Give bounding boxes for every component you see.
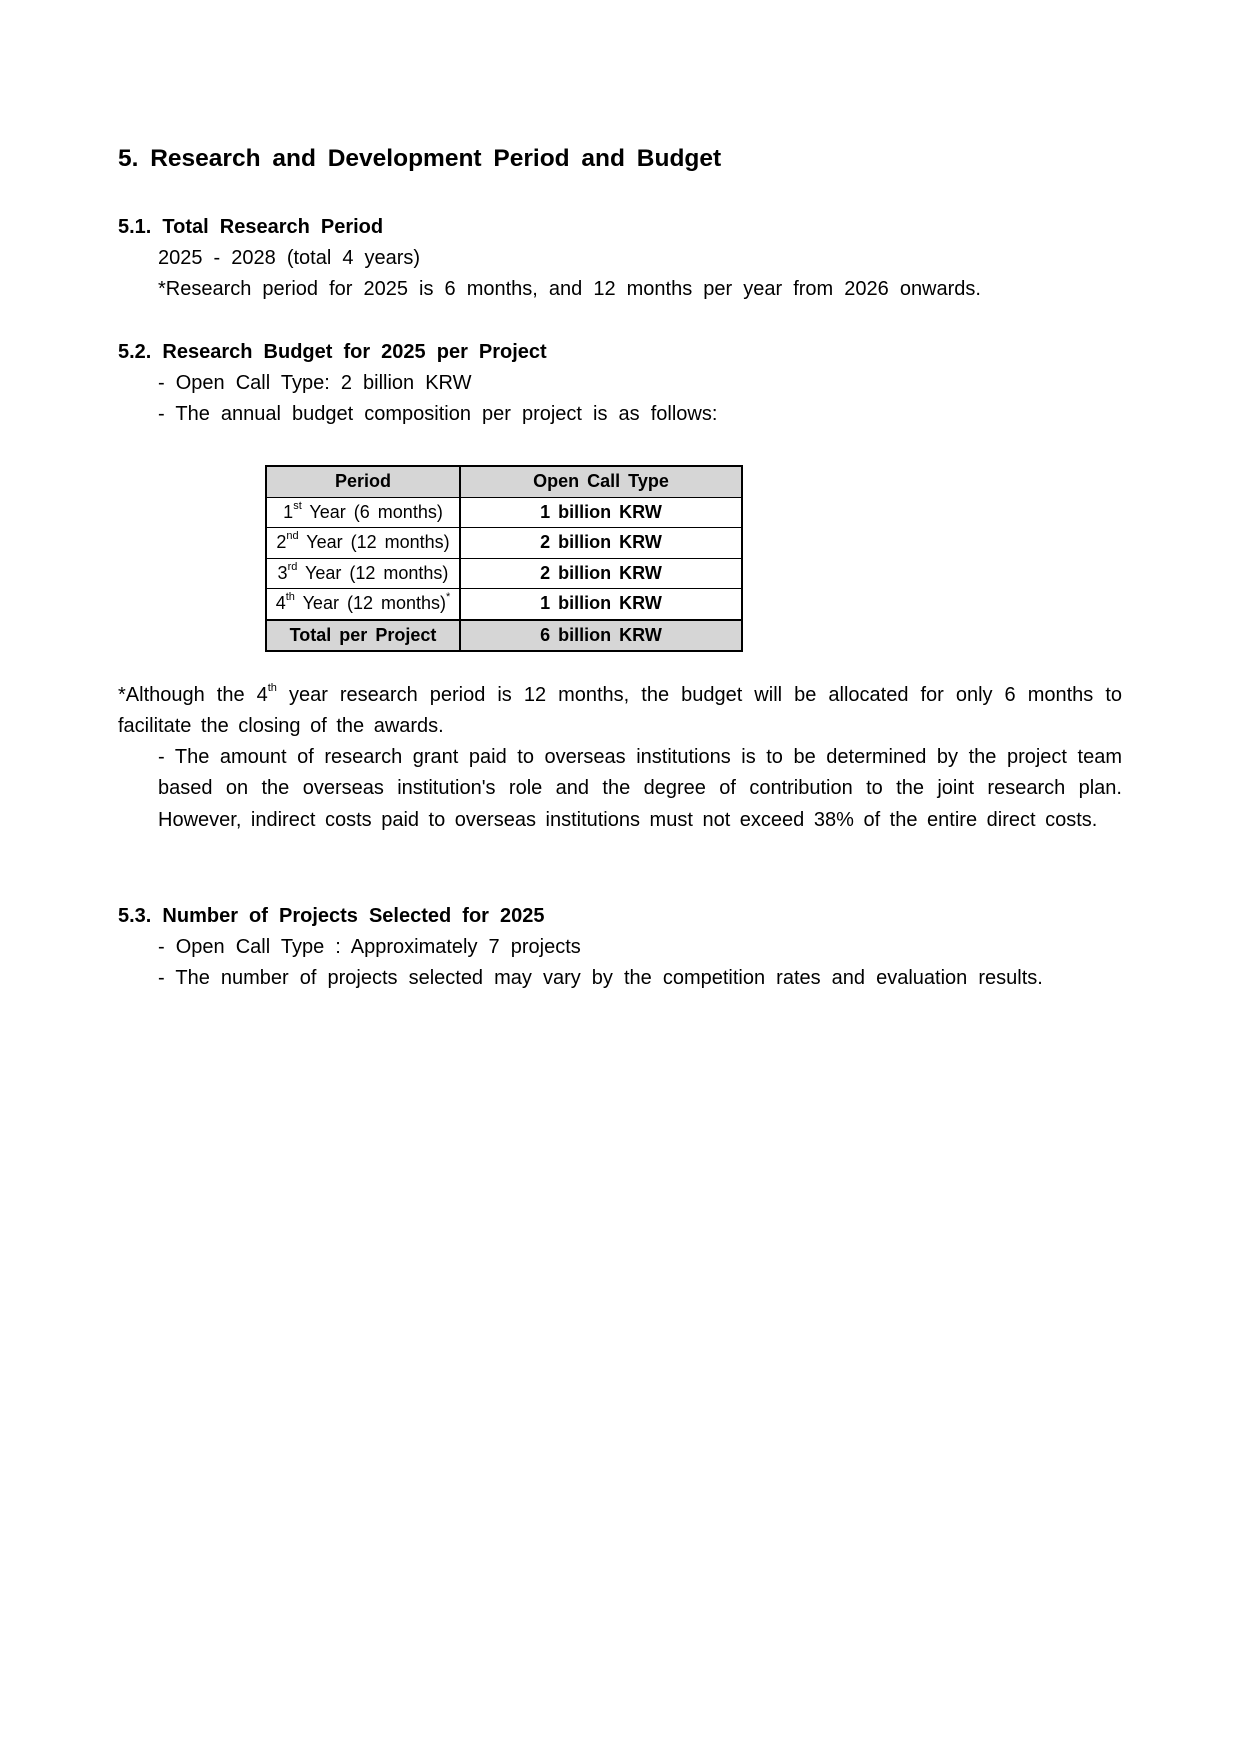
total-label-cell: Total per Project xyxy=(266,620,460,652)
projects-bullet-vary: - The number of projects selected may vary by the competition rates and evaluation results. xyxy=(158,967,1043,989)
budget-value-cell: 1 billion KRW xyxy=(460,497,742,528)
period-cell: 2nd Year (12 months) xyxy=(266,528,460,559)
subsection-title-5-1: 5.1. Total Research Period xyxy=(118,216,384,238)
research-period-years: 2025 - 2028 (total 4 years) xyxy=(158,247,421,269)
period-cell: 4th Year (12 months)* xyxy=(266,589,460,620)
total-value-cell: 6 billion KRW xyxy=(460,620,742,652)
table-row xyxy=(266,497,742,528)
table-header-period: Period xyxy=(266,466,460,497)
fourth-year-note: *Although the 4th year research period is 12 months, the budget will be allocated for only 6 months to facilitate the closing of the awards. xyxy=(118,682,1123,738)
subsection-title-5-2: 5.2. Research Budget for 2025 per Project xyxy=(118,341,547,363)
subsection-title-5-3: 5.3. Number of Projects Selected for 2025 xyxy=(118,905,545,927)
budget-value-cell: 2 billion KRW xyxy=(460,528,742,559)
table-total-row xyxy=(266,620,742,652)
budget-value-cell: 2 billion KRW xyxy=(460,558,742,589)
budget-bullet-open-call: - Open Call Type: 2 billion KRW xyxy=(158,372,472,394)
table-row xyxy=(266,528,742,559)
period-cell: 3rd Year (12 months) xyxy=(266,558,460,589)
projects-bullet-count: - Open Call Type : Approximately 7 projects xyxy=(158,936,581,958)
period-cell: 1st Year (6 months) xyxy=(266,497,460,528)
table-header-open-call: Open Call Type xyxy=(460,466,742,497)
research-period-note: *Research period for 2025 is 6 months, and 12 months per year from 2026 onwards. xyxy=(158,278,981,300)
budget-table xyxy=(265,465,743,652)
table-row xyxy=(266,558,742,589)
table-row xyxy=(266,589,742,620)
budget-bullet-composition: - The annual budget composition per project is as follows: xyxy=(158,403,718,425)
section-heading: 5. Research and Development Period and Budget xyxy=(118,145,722,172)
overseas-grant-paragraph: - The amount of research grant paid to overseas institutions is to be determined by the project team based on the overseas institution's role and the degree of contribution to the joint research plan. However, indirect costs paid to overseas institutions must not exceed 38% of the entire direct costs. xyxy=(158,746,1122,831)
budget-value-cell: 1 billion KRW xyxy=(460,589,742,620)
table-header-row xyxy=(266,466,742,497)
